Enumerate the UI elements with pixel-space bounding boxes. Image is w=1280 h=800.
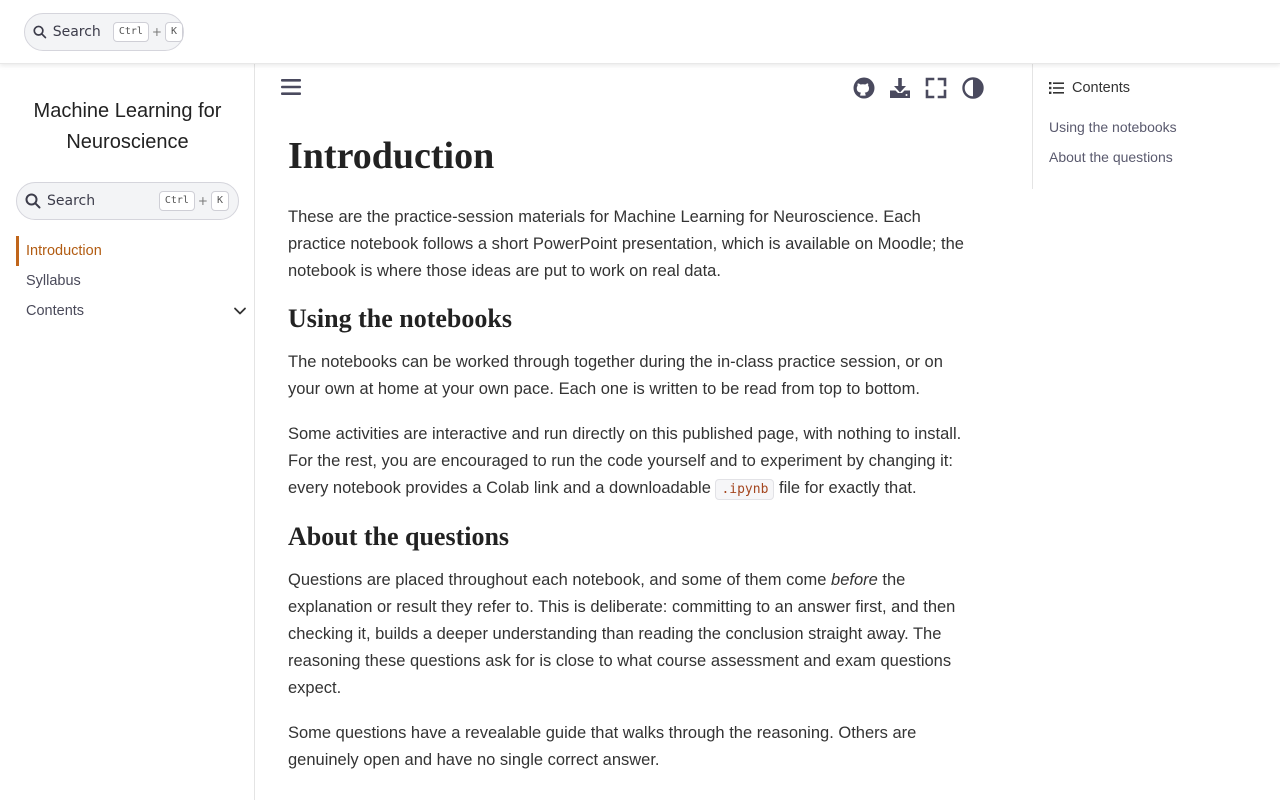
list-icon <box>1049 81 1064 95</box>
page-title: Introduction <box>288 135 495 177</box>
sidebar-item-label: Contents <box>26 303 85 319</box>
theme-toggle-icon[interactable] <box>961 76 985 100</box>
toc-header <box>1049 80 1130 96</box>
sidebar-item-introduction[interactable] <box>16 236 251 266</box>
site-title[interactable]: Machine Learning for Neuroscience <box>33 100 222 153</box>
left-sidebar <box>0 64 255 800</box>
fullscreen-icon[interactable] <box>924 76 948 100</box>
emphasis: before <box>831 571 878 589</box>
intro-paragraph: These are the practice-session materials for Machine Learning for Neuroscience. Each practice notebook follows a short PowerPoint presentation, which is available on Moodle; the notebook is where those ideas are put to work on real data. <box>288 208 964 280</box>
paragraph <box>288 421 978 503</box>
sidebar-item-contents[interactable] <box>16 296 251 326</box>
header-search-button[interactable] <box>24 13 184 51</box>
text-span: file for exactly that. <box>774 479 917 497</box>
chevron-down-icon[interactable] <box>233 304 247 318</box>
toc-link-using-notebooks[interactable]: Using the notebooks <box>1049 119 1177 135</box>
sidebar-nav <box>16 236 251 326</box>
github-icon[interactable] <box>852 76 876 100</box>
section-heading-about-questions: About the questions <box>288 522 510 551</box>
text-span: Some activities are interactive and run directly on this published page, with nothing to install. For the rest, you are encouraged to run the code yourself and to experiment by changing it: every notebook provides a Colab link and a downloadable <box>288 425 962 497</box>
kbd-plus: + <box>197 194 208 208</box>
sidebar-item-syllabus[interactable] <box>16 266 251 296</box>
toc-list <box>1049 117 1177 177</box>
sidebar-item-label: Introduction <box>26 243 102 259</box>
download-icon[interactable] <box>888 76 912 100</box>
paragraph: Some questions have a revealable guide that walks through the reasoning. Others are genuinely open and have no single correct answer. <box>288 724 917 769</box>
kbd-k: K <box>211 191 229 211</box>
inline-code: .ipynb <box>715 479 774 500</box>
section-heading-using-notebooks: Using the notebooks <box>288 304 512 333</box>
header-search-label: Search <box>52 24 101 40</box>
header-search-shortcut <box>113 22 183 42</box>
sidebar-search-label: Search <box>47 193 96 209</box>
toc-link-about-questions[interactable]: About the questions <box>1049 149 1173 165</box>
main-content <box>256 64 1032 800</box>
sidebar-item-label: Syllabus <box>26 273 81 289</box>
text-span: the explanation or result they refer to. This is deliberate: committing to an answer first, and then checking it, builds a deeper understanding than reading the conclusion straight away. The reasoning these questions ask for is close to what course assessment and exam questions expect. <box>288 571 956 697</box>
paragraph <box>288 567 978 702</box>
article <box>288 134 978 792</box>
menu-icon[interactable] <box>280 76 302 98</box>
search-icon <box>33 24 47 40</box>
toc-title: Contents <box>1072 80 1131 96</box>
kbd-ctrl: Ctrl <box>113 22 149 42</box>
kbd-ctrl: Ctrl <box>159 191 195 211</box>
top-header <box>0 0 1280 64</box>
kbd-plus: + <box>151 25 162 39</box>
kbd-k: K <box>165 22 183 42</box>
sidebar-search-button[interactable] <box>16 182 239 220</box>
search-icon <box>25 193 41 209</box>
text-span: Questions are placed throughout each notebook, and some of them come <box>288 571 832 589</box>
sidebar-search-shortcut <box>159 191 229 211</box>
paragraph: The notebooks can be worked through together during the in-class practice session, or on your own at home at your own pace. Each one is written to be read from top to bottom. <box>288 353 943 398</box>
table-of-contents <box>1032 64 1280 189</box>
